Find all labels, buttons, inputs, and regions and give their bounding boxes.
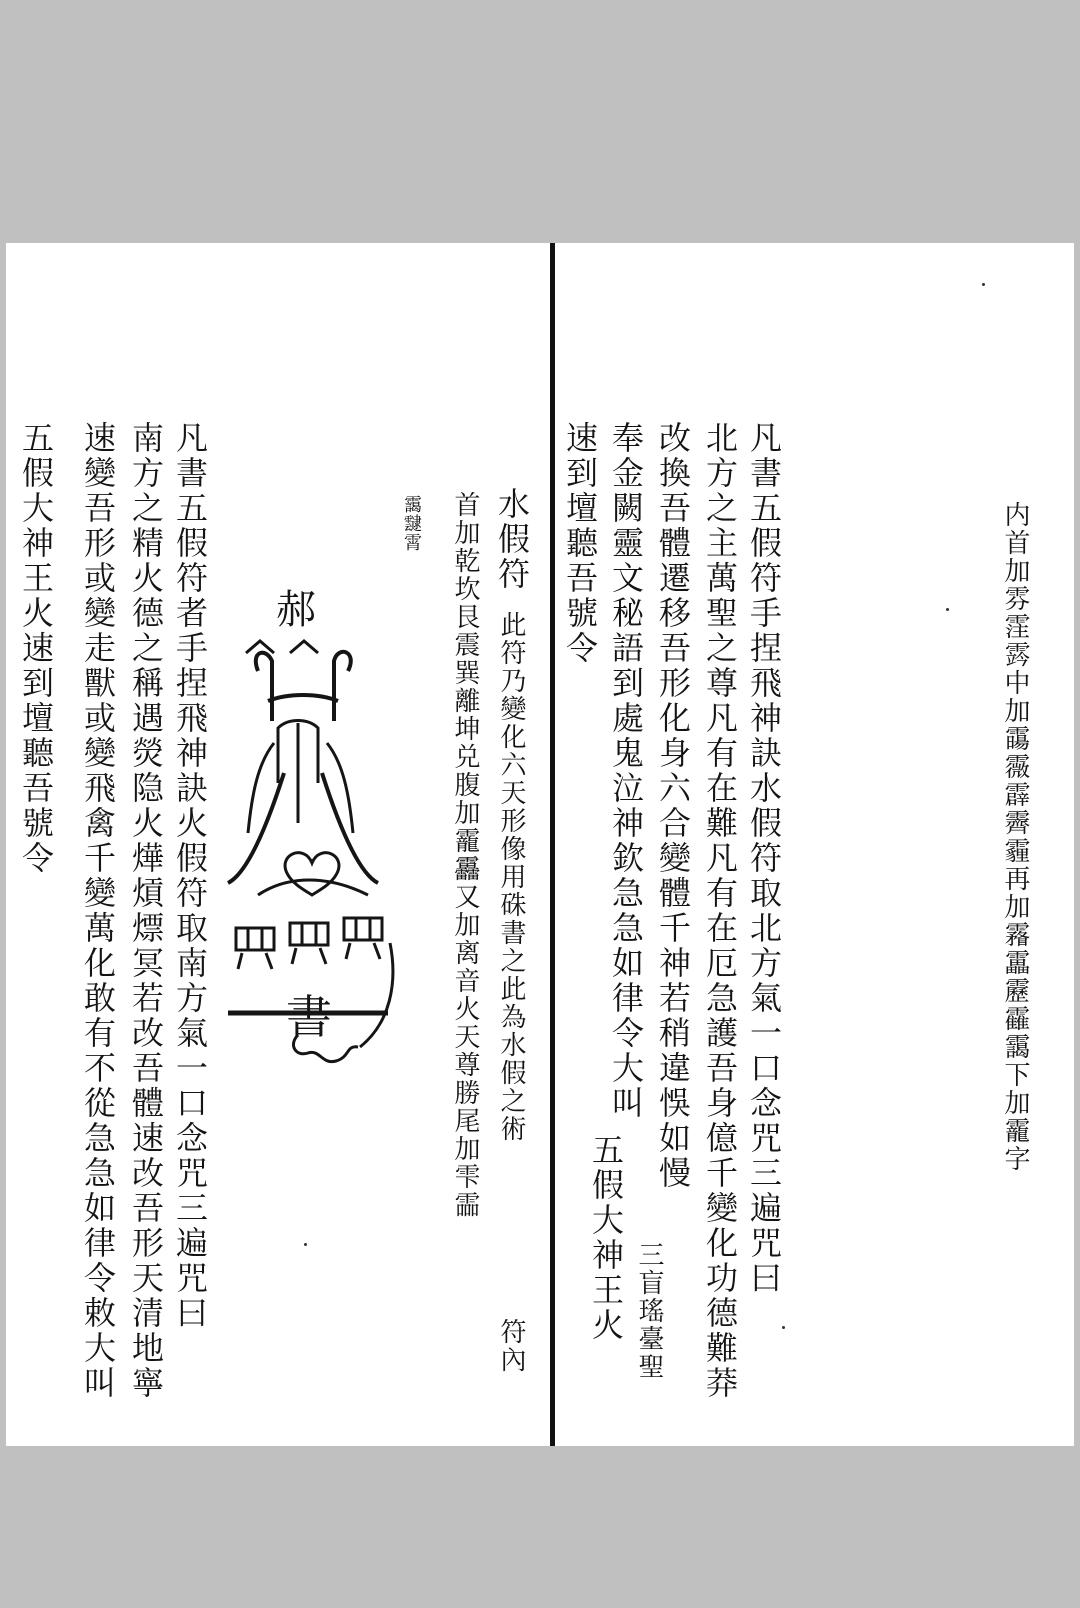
ink-speck (982, 283, 985, 286)
water-talisman-seal (228, 583, 398, 1043)
right-line-2: 北方之主萬聖之尊凡有在難凡有在厄急護吾身億千變化功德難莽 (701, 421, 739, 1401)
right-line-5: 速到壇聽吾號令 (561, 421, 599, 666)
left-line-3: 速變吾形或變走獸或變飛禽千變萬化敢有不從急急如律令敕大叫 (79, 421, 117, 1401)
right-call-line: 五假大神王火 (587, 1133, 625, 1343)
book-spread (6, 243, 1074, 1446)
ink-speck (946, 608, 949, 611)
right-line-4: 奉金闕靈文秘語到處鬼泣神欽急急如律令大叫 (607, 421, 645, 1121)
left-line-4: 五假大神王火速到壇聽吾號令 (17, 421, 55, 876)
page-gutter (550, 243, 555, 1446)
ink-speck (782, 1326, 785, 1329)
left-line-1: 凡書五假符者手捏飛神訣火假符取南方氣一口念咒三遍咒曰 (171, 421, 209, 1331)
left-note-label: 符內 (496, 1318, 526, 1374)
ink-speck (304, 1243, 307, 1246)
left-heading: 水假符 (493, 487, 531, 592)
talisman-bottom-glyph: 書 (286, 990, 332, 1044)
left-description: 此符乃變化六天形像用硃書之此為水假之術 (496, 611, 526, 1143)
right-header-line: 内首加雰霔霠中加霷霺霹霽霾再加霿靁靂靃靄下加靇字 (1000, 501, 1030, 1173)
left-line-2: 南方之精火德之稱遇熒隐火燁熕熛冥若改吾體速改吾形天清地寧 (127, 421, 165, 1401)
left-side-note: 靄靆霄 (401, 495, 422, 552)
right-line-1: 凡書五假符手捏飛神訣水假符取北方氣一口念咒三遍咒曰 (745, 421, 783, 1296)
talisman-top-glyph: 郝 (276, 587, 316, 633)
right-line-3: 改換吾體遷移吾形化身六合變體千神若稍違悞如慢 (654, 421, 692, 1191)
left-note-line: 首加乾坎艮震巽離坤兑腹加靇靐又加离音火天尊勝尾加雫霝 (450, 491, 480, 1219)
right-inline-note: 三盲瑤臺聖 (634, 1241, 664, 1381)
